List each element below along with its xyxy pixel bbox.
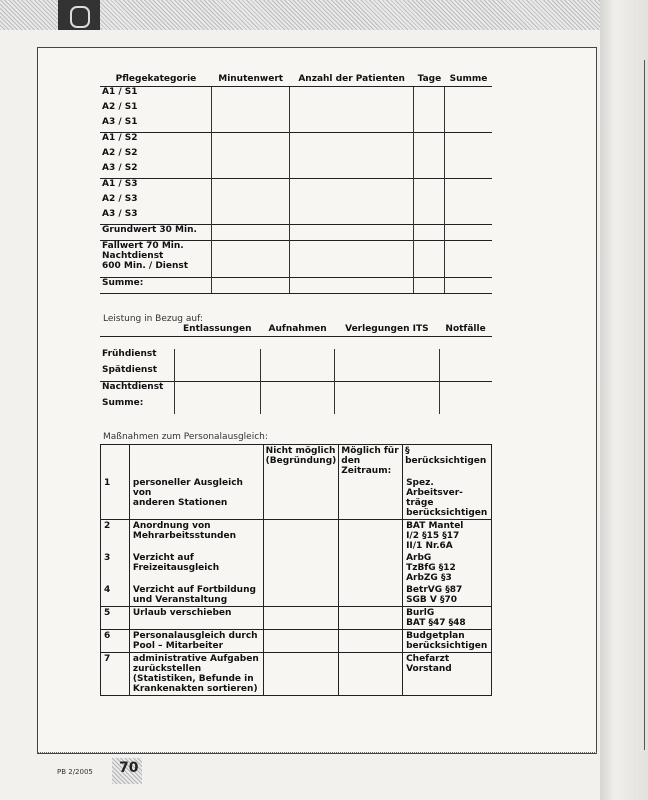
cell[interactable] — [212, 194, 289, 209]
table-row — [100, 209, 492, 225]
col-blank — [100, 324, 174, 337]
row-label: A3 / S3 — [102, 209, 138, 219]
paragraph-text: Spez. Arbeitsver- träge berücksichtigen — [403, 477, 492, 520]
measures-table — [100, 444, 492, 696]
row-number: 6 — [101, 630, 130, 653]
cell[interactable] — [289, 241, 413, 278]
measure-text: Personalausgleich durch Pool – Mitarbeiter — [129, 630, 263, 653]
col-aufnahmen: Aufnahmen — [261, 324, 335, 337]
row-number: 7 — [101, 653, 130, 696]
table-row — [101, 477, 492, 520]
table-row — [101, 630, 492, 653]
cell[interactable] — [212, 148, 289, 163]
row-label: A2 / S3 — [102, 194, 138, 204]
gutter-line — [644, 60, 645, 750]
cell[interactable] — [212, 133, 289, 149]
cell[interactable] — [335, 349, 439, 365]
cell[interactable] — [445, 102, 492, 117]
paragraph-text: BAT Mantel I/2 §15 §17 II/1 Nr.6A — [403, 520, 492, 553]
cell-nicht-moeglich[interactable] — [263, 630, 339, 653]
table-row — [100, 365, 492, 382]
cell-nicht-moeglich[interactable] — [263, 477, 339, 520]
paragraph-text: Chefarzt Vorstand — [403, 653, 492, 696]
cell[interactable] — [414, 179, 445, 195]
page-number: 70 — [119, 760, 139, 776]
col-measure — [129, 445, 263, 478]
table-row — [100, 398, 492, 414]
cell[interactable] — [445, 133, 492, 149]
cell[interactable] — [414, 241, 445, 278]
cell[interactable] — [289, 225, 413, 241]
cell[interactable] — [414, 225, 445, 241]
cell[interactable] — [289, 278, 413, 294]
row-number: 3 — [104, 553, 111, 563]
table-row — [100, 133, 492, 149]
col-moeglich: Möglich für den Zeitraum: — [339, 445, 403, 478]
cell[interactable] — [445, 278, 492, 294]
cell[interactable] — [414, 117, 445, 133]
cell[interactable] — [414, 278, 445, 294]
cell[interactable] — [174, 349, 261, 365]
row-label: Nachtdienst — [100, 382, 174, 399]
cell[interactable] — [212, 102, 289, 117]
cell[interactable] — [212, 241, 289, 278]
measure-text: Urlaub verschieben — [129, 607, 263, 630]
cell[interactable] — [414, 148, 445, 163]
row-label: A3 / S1 — [102, 117, 138, 127]
cell[interactable] — [445, 117, 492, 133]
row-number: 4 — [104, 585, 111, 595]
publication-label: PB 2/2005 — [57, 768, 93, 776]
cell[interactable] — [212, 209, 289, 225]
table-row — [100, 194, 492, 209]
cell[interactable] — [335, 382, 439, 399]
row-label: Frühdienst — [102, 349, 157, 359]
table-row — [101, 653, 492, 696]
row-label: Spätdienst — [102, 365, 157, 375]
table-row — [100, 225, 492, 241]
table-row — [100, 148, 492, 163]
cell[interactable] — [439, 382, 492, 399]
cell[interactable] — [335, 398, 439, 414]
table-row — [100, 163, 492, 179]
cell[interactable] — [439, 365, 492, 382]
measure-text: Verzicht auf Fortbildung und Veranstaltung — [129, 584, 263, 607]
table-row — [100, 179, 492, 195]
cell[interactable] — [445, 209, 492, 225]
table-row — [101, 520, 492, 553]
row-label: Fallwert 70 Min. Nachtdienst 600 Min. / Dienst — [100, 241, 212, 278]
cell[interactable] — [445, 87, 492, 103]
cell[interactable] — [174, 398, 261, 414]
cell[interactable] — [414, 194, 445, 209]
cell-moeglich[interactable] — [339, 520, 403, 553]
cell[interactable] — [289, 179, 413, 195]
col-anzahl-patienten: Anzahl der Patienten — [289, 74, 413, 87]
cell[interactable] — [212, 225, 289, 241]
measure-text: administrative Aufgaben zurückstellen (Statistiken, Befunde in Krankenakten sortieren) — [129, 653, 263, 696]
cell[interactable] — [414, 209, 445, 225]
row-number: 5 — [101, 607, 130, 630]
col-paragraph: § berücksichtigen — [403, 445, 492, 478]
measure-text: Anordnung von Mehrarbeitsstunden — [129, 520, 263, 553]
cell[interactable] — [445, 163, 492, 179]
table-row — [101, 607, 492, 630]
cell[interactable] — [445, 241, 492, 278]
cell[interactable] — [212, 278, 289, 294]
paragraph-text: BurlG BAT §47 §48 — [403, 607, 492, 630]
measure-text: Verzicht auf Freizeitausgleich — [129, 552, 263, 584]
table-row — [101, 552, 492, 584]
cell-moeglich[interactable] — [339, 630, 403, 653]
cell[interactable] — [212, 117, 289, 133]
cell[interactable] — [289, 87, 413, 103]
cell[interactable] — [289, 209, 413, 225]
cell[interactable] — [212, 163, 289, 179]
table-row — [100, 337, 492, 350]
cell[interactable] — [289, 163, 413, 179]
cell[interactable] — [289, 133, 413, 149]
row-label: Summe: — [100, 278, 212, 294]
cell[interactable] — [439, 349, 492, 365]
row-label: A2 / S1 — [102, 102, 138, 112]
cell-nicht-moeglich[interactable] — [263, 607, 339, 630]
col-summe: Summe — [445, 74, 492, 87]
row-label: A3 / S2 — [102, 163, 138, 173]
cell[interactable] — [445, 179, 492, 195]
paragraph-text: ArbG TzBfG §12 ArbZG §3 — [403, 552, 492, 584]
paragraph-text: Budgetplan berücksichtigen — [403, 630, 492, 653]
row-label: A1 / S2 — [100, 133, 212, 149]
cell[interactable] — [289, 102, 413, 117]
cell[interactable] — [289, 148, 413, 163]
row-label: A2 / S2 — [102, 148, 138, 158]
row-label: A1 / S3 — [100, 179, 212, 195]
paragraph-text: BetrVG §87 SGB V §70 — [403, 584, 492, 607]
table-row — [100, 241, 492, 278]
cell[interactable] — [414, 102, 445, 117]
cell-moeglich[interactable] — [339, 607, 403, 630]
cell[interactable] — [174, 365, 261, 382]
cell[interactable] — [414, 87, 445, 103]
col-nicht-moeglich: Nicht möglich (Begründung) — [263, 445, 339, 478]
cell[interactable] — [289, 194, 413, 209]
cell[interactable] — [212, 179, 289, 195]
table-row — [100, 102, 492, 117]
cell[interactable] — [445, 148, 492, 163]
cell[interactable] — [261, 398, 335, 414]
row-number: 2 — [101, 520, 130, 553]
table-row — [100, 87, 492, 103]
footer-divider — [37, 752, 597, 754]
cell-moeglich[interactable] — [339, 477, 403, 520]
caption-massnahmen: Maßnahmen zum Personalausgleich: — [103, 432, 268, 442]
table-row — [101, 584, 492, 607]
measure-text: personeller Ausgleich von anderen Stationen — [129, 477, 263, 520]
cell[interactable] — [445, 225, 492, 241]
col-verlegungen: Verlegungen ITS — [335, 324, 439, 337]
col-entlassungen: Entlassungen — [174, 324, 261, 337]
col-tage: Tage — [414, 74, 445, 87]
cell[interactable] — [414, 133, 445, 149]
row-label: Summe: — [102, 398, 144, 408]
journal-logo-icon — [58, 0, 100, 30]
cell[interactable] — [261, 382, 335, 399]
col-minutenwert: Minutenwert — [212, 74, 289, 87]
page-gutter — [600, 0, 648, 800]
table-row — [100, 349, 492, 365]
cell-nicht-moeglich[interactable] — [263, 552, 339, 584]
cell[interactable] — [212, 87, 289, 103]
cell-nicht-moeglich[interactable] — [263, 584, 339, 607]
cell[interactable] — [445, 194, 492, 209]
row-number: 1 — [104, 478, 111, 488]
row-label: Grundwert 30 Min. — [100, 225, 212, 241]
cell-moeglich[interactable] — [339, 584, 403, 607]
cell-moeglich[interactable] — [339, 552, 403, 584]
workload-table — [100, 324, 492, 414]
cell[interactable] — [414, 163, 445, 179]
col-num — [101, 445, 130, 478]
table-row — [100, 278, 492, 294]
table-row — [100, 117, 492, 133]
cell[interactable] — [335, 365, 439, 382]
cell[interactable] — [439, 398, 492, 414]
cell[interactable] — [261, 349, 335, 365]
row-label: A1 / S1 — [100, 87, 212, 103]
cell-nicht-moeglich[interactable] — [263, 653, 339, 696]
table-row — [100, 382, 492, 399]
cell-nicht-moeglich[interactable] — [263, 520, 339, 553]
cell[interactable] — [289, 117, 413, 133]
col-pflegekategorie: Pflegekategorie — [100, 74, 212, 87]
care-category-table — [100, 74, 492, 294]
cell[interactable] — [261, 365, 335, 382]
col-notfaelle: Notfälle — [439, 324, 492, 337]
cell-moeglich[interactable] — [339, 653, 403, 696]
cell[interactable] — [174, 382, 261, 399]
caption-leistung: Leistung in Bezug auf: — [103, 314, 203, 324]
